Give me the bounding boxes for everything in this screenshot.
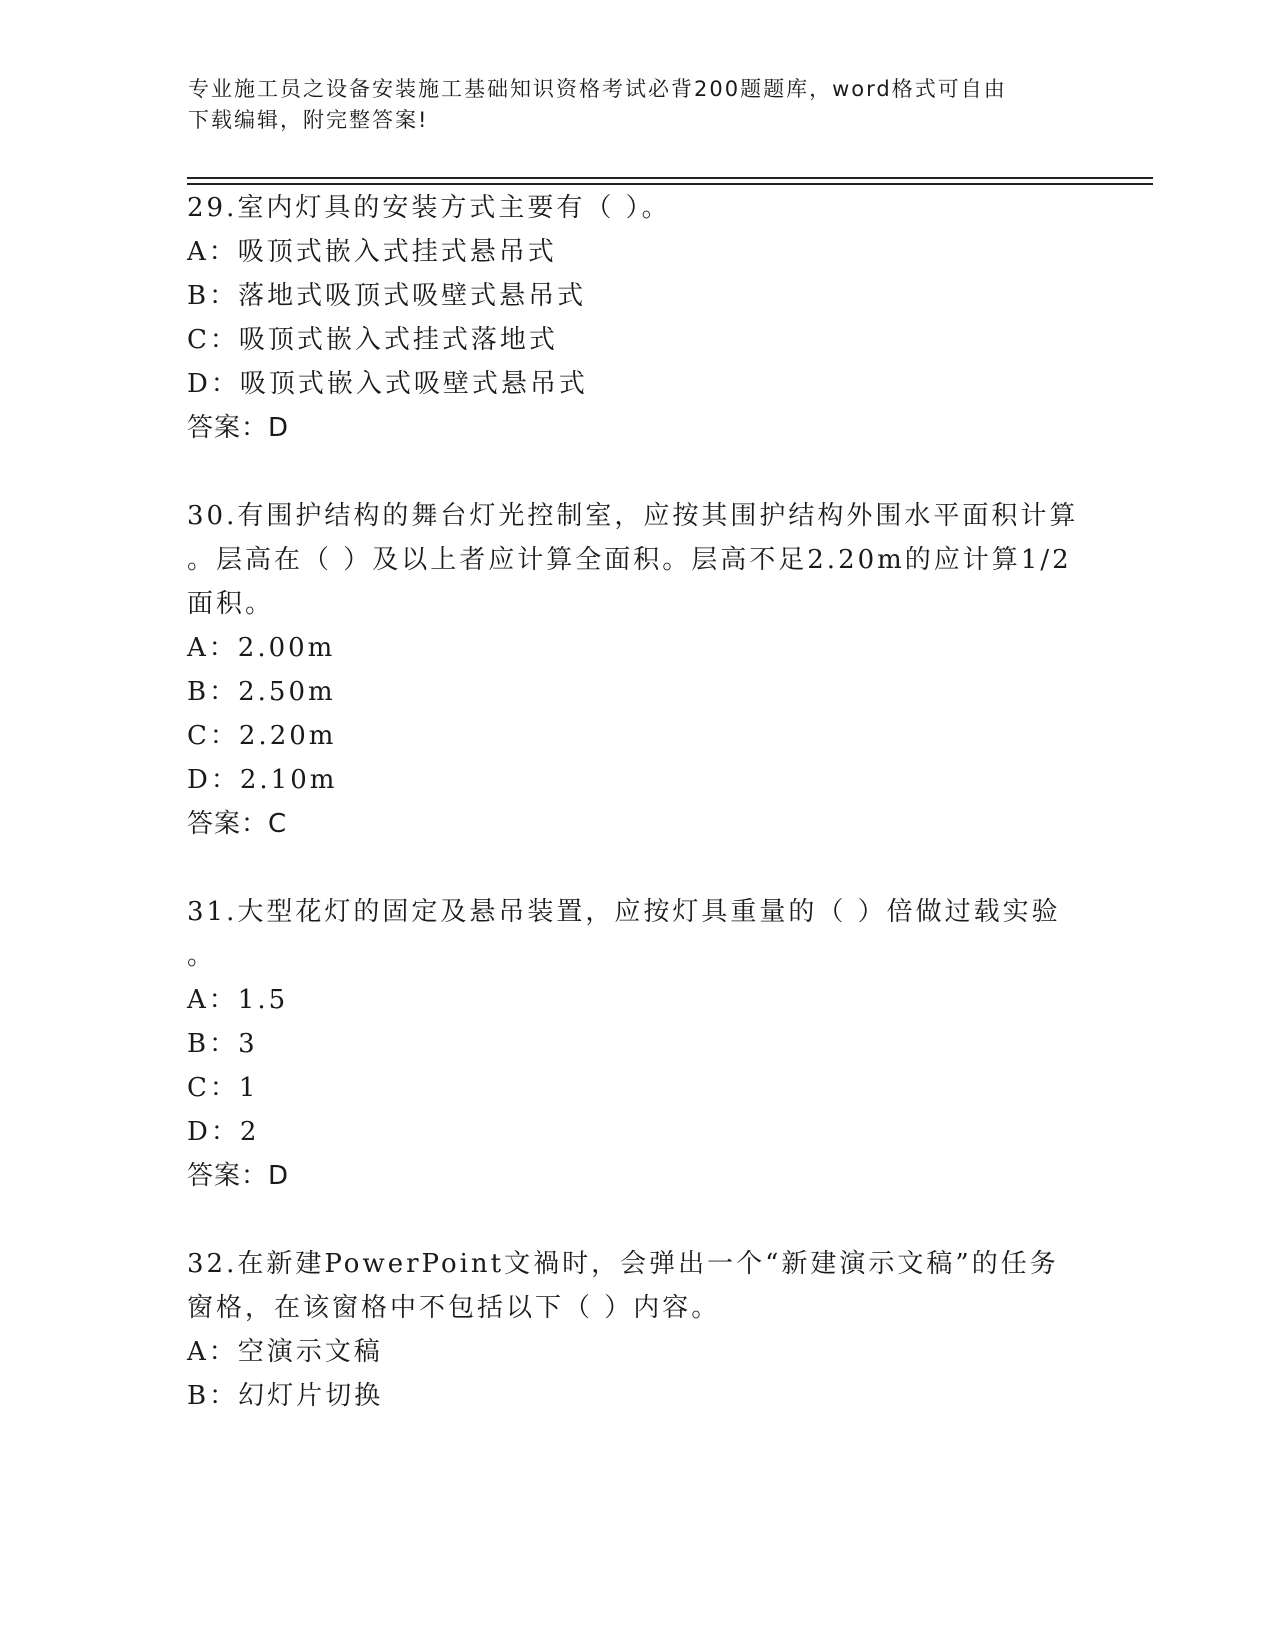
question-31-answer: 答案：D xyxy=(187,1161,290,1191)
question-31-option-a: A：1.5 xyxy=(187,985,289,1015)
question-30-option-c: C：2.20m xyxy=(187,721,337,751)
question-31-option-d: D：2 xyxy=(187,1117,260,1147)
question-30-stem-line-2: 。层高在（ ）及以上者应计算全面积。层高不足2.20m的应计算1/2 xyxy=(187,545,1072,575)
question-30-option-b: B：2.50m xyxy=(187,677,336,707)
intro-line-2: 下载编辑，附完整答案! xyxy=(188,108,429,132)
question-29-answer: 答案：D xyxy=(187,413,290,443)
question-30-option-d: D：2.10m xyxy=(187,765,338,795)
document-intro xyxy=(188,74,1088,136)
question-30-answer: 答案：C xyxy=(187,809,288,839)
question-32-stem-line-1: 32.在新建PowerPoint文禍时，会弹出一个“新建演示文稿”的任务 xyxy=(187,1249,1059,1279)
question-31-stem-line-1: 31.大型花灯的固定及悬吊装置，应按灯具重量的（ ）倍做过载实验 xyxy=(187,897,1061,927)
question-30-option-a: A：2.00m xyxy=(187,633,336,663)
question-29-option-a: A：吸顶式嵌入式挂式悬吊式 xyxy=(187,237,557,267)
question-30-stem-line-3: 面积。 xyxy=(187,589,275,619)
header-divider-top xyxy=(187,177,1153,179)
question-32-option-a: A：空演示文稿 xyxy=(187,1337,383,1367)
question-31-option-b: B：3 xyxy=(187,1029,258,1059)
question-30-stem-line-1: 30.有围护结构的舞台灯光控制室，应按其围护结构外围水平面积计算 xyxy=(187,501,1079,531)
intro-line-1: 专业施工员之设备安装施工基础知识资格考试必背200题题库，word格式可自由 xyxy=(188,77,1007,101)
question-29-option-d: D：吸顶式嵌入式吸壁式悬吊式 xyxy=(187,369,588,399)
question-31-option-c: C：1 xyxy=(187,1073,259,1103)
question-32-stem-line-2: 窗格，在该窗格中不包括以下（ ）内容。 xyxy=(187,1293,721,1323)
question-29-stem-line-1: 29.室内灯具的安装方式主要有（ ）。 xyxy=(187,193,671,223)
question-31-stem-line-2: 。 xyxy=(187,941,217,971)
header-divider-bottom xyxy=(187,183,1153,185)
question-29-option-c: C：吸顶式嵌入式挂式落地式 xyxy=(187,325,558,355)
question-29-option-b: B：落地式吸顶式吸壁式悬吊式 xyxy=(187,281,587,311)
question-32-option-b: B：幻灯片切换 xyxy=(187,1381,384,1411)
